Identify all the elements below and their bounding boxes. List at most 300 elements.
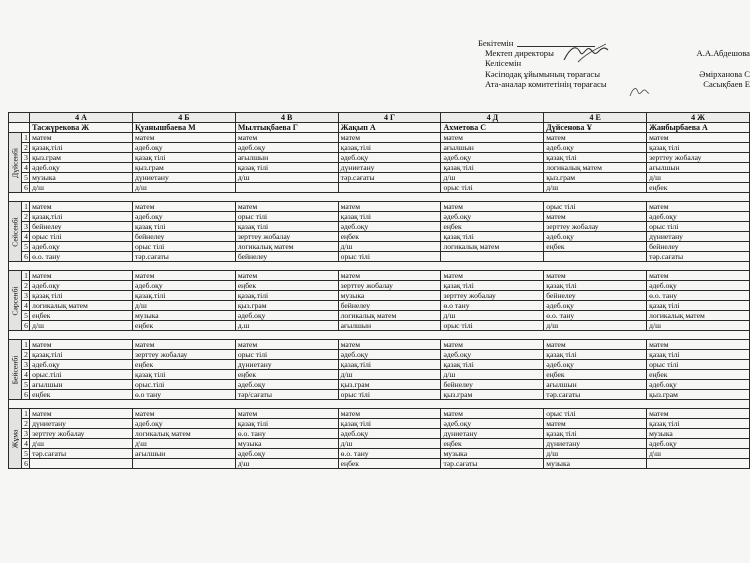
subject-cell: қазақ тілі [647, 301, 750, 311]
subject-cell: орыс тілі [441, 183, 544, 193]
gap-cell [9, 400, 750, 409]
teacher-name: Тасжүрекова Ж [30, 123, 133, 133]
subject-cell: қыз.грам [647, 390, 750, 400]
teacher-corner [9, 123, 30, 133]
subject-cell: қазақ тілі [441, 163, 544, 173]
subject-cell: әдеб.оқу [338, 350, 441, 360]
day-gap [9, 262, 750, 271]
approve-line [478, 38, 750, 48]
subject-cell: әдеб.оқу [235, 380, 338, 390]
subject-cell: тәр/сағаты [235, 390, 338, 400]
lesson-row [9, 311, 750, 321]
lesson-row [9, 242, 750, 252]
subject-cell: әдеб.оқу [647, 439, 750, 449]
lesson-number: 5 [22, 380, 30, 390]
subject-cell: д/ш [338, 242, 441, 252]
union-label: Кәсіподақ ұйымының төрағасы [485, 68, 600, 79]
lesson-number: 4 [22, 370, 30, 380]
union-line [478, 69, 750, 79]
subject-cell: орыс тілі [441, 321, 544, 331]
subject-cell: қазақ.тілі [30, 212, 133, 222]
subject-cell: әдеб.оқу [338, 222, 441, 232]
subject-cell: әдеб.оқу [338, 429, 441, 439]
timetable-table [8, 112, 750, 469]
lesson-row [9, 183, 750, 193]
lesson-row [9, 133, 750, 143]
subject-cell: д/ш [647, 321, 750, 331]
subject-cell: әдеб.оқу [441, 212, 544, 222]
lesson-number: 4 [22, 439, 30, 449]
subject-cell: әдеб.оқу [647, 212, 750, 222]
subject-cell: еңбек [338, 459, 441, 469]
subject-cell: қазақ тілі [338, 419, 441, 429]
subject-cell: матем [132, 202, 235, 212]
class-header: 4 Е [544, 113, 647, 123]
subject-cell: әдеб.оқу [544, 143, 647, 153]
teacher-name: Қуанышбаева М [132, 123, 235, 133]
lesson-row [9, 301, 750, 311]
subject-cell: орыс тілі [235, 350, 338, 360]
subject-cell: ө.о. тану [338, 449, 441, 459]
lesson-row [9, 212, 750, 222]
subject-cell: логикалық матем [132, 429, 235, 439]
lesson-row [9, 350, 750, 360]
subject-cell: еңбек [30, 311, 133, 321]
gap-cell [9, 331, 750, 340]
subject-cell: әдеб.оқу [132, 212, 235, 222]
subject-cell: қазақ тілі [235, 222, 338, 232]
subject-cell: зерттеу жобалау [30, 429, 133, 439]
lesson-row [9, 173, 750, 183]
subject-cell [544, 252, 647, 262]
subject-cell: дүниетану [647, 232, 750, 242]
lesson-number: 2 [22, 419, 30, 429]
timetable [8, 112, 750, 469]
day-label: Сейсенбі [10, 216, 20, 247]
subject-cell: әдеб.оқу [235, 311, 338, 321]
subject-cell: ө.о. тану [235, 429, 338, 439]
lesson-row [9, 380, 750, 390]
lesson-number: 1 [22, 271, 30, 281]
gap-cell [9, 193, 750, 202]
subject-cell: матем [132, 340, 235, 350]
subject-cell: матем [338, 133, 441, 143]
subject-cell: орыс тілі [544, 409, 647, 419]
subject-cell: матем [132, 133, 235, 143]
lesson-number: 6 [22, 252, 30, 262]
lesson-number: 2 [22, 281, 30, 291]
subject-cell: ө.о тану [441, 301, 544, 311]
subject-cell: әдеб.оқу [544, 232, 647, 242]
teacher-name: Жақып А [338, 123, 441, 133]
subject-cell: орыс тілі [132, 242, 235, 252]
subject-cell: матем [132, 271, 235, 281]
subject-cell: тәр.сағаты [30, 449, 133, 459]
subject-cell: тәр.сағаты [441, 459, 544, 469]
lesson-row [9, 390, 750, 400]
subject-cell: матем [235, 271, 338, 281]
subject-cell: ағылшын [441, 143, 544, 153]
day-cell [9, 202, 22, 262]
lesson-row [9, 281, 750, 291]
subject-cell: матем [647, 340, 750, 350]
subject-cell: орыс тілі [544, 202, 647, 212]
subject-cell: әдеб.оқу [132, 419, 235, 429]
subject-cell: орыс тілі [647, 360, 750, 370]
subject-cell: музыка [30, 173, 133, 183]
lesson-number: 5 [22, 449, 30, 459]
subject-cell: әдеб.оқу [30, 281, 133, 291]
subject-cell: қыз.грам [235, 301, 338, 311]
subject-cell: матем [30, 409, 133, 419]
subject-cell: еңбек [235, 370, 338, 380]
lesson-row [9, 340, 750, 350]
parents-line [478, 79, 750, 89]
subject-cell: бейнелеу [30, 222, 133, 232]
day-cell [9, 409, 22, 469]
lesson-row [9, 153, 750, 163]
lesson-number: 2 [22, 143, 30, 153]
subject-cell: әдеб.оқу [544, 301, 647, 311]
lesson-row [9, 459, 750, 469]
lesson-number: 3 [22, 291, 30, 301]
subject-cell: музыка [338, 291, 441, 301]
subject-cell: әдеб.оқу [235, 143, 338, 153]
subject-cell: матем [338, 409, 441, 419]
subject-cell: матем [544, 133, 647, 143]
day-gap [9, 400, 750, 409]
day-cell [9, 133, 22, 193]
subject-cell: ө.о. тану [647, 291, 750, 301]
lesson-number: 6 [22, 321, 30, 331]
subject-cell: қыз.грам [544, 173, 647, 183]
lesson-row [9, 409, 750, 419]
lesson-row [9, 202, 750, 212]
subject-cell [132, 459, 235, 469]
subject-cell: қазақ тілі [235, 163, 338, 173]
teacher-name: Дүйсенова Ұ [544, 123, 647, 133]
subject-cell: қазақ.тілі [338, 143, 441, 153]
subject-cell: тәр.сағаты [544, 390, 647, 400]
subject-cell: матем [647, 271, 750, 281]
subject-cell: дүниетану [338, 163, 441, 173]
parents-name: Сасықбаев Е [703, 78, 750, 89]
day-cell [9, 340, 22, 400]
subject-cell: еңбек [30, 390, 133, 400]
director-signature [560, 40, 612, 66]
lesson-row [9, 232, 750, 242]
subject-cell: қыз.грам [30, 153, 133, 163]
subject-cell: дүниетану [30, 419, 133, 429]
subject-cell: матем [441, 409, 544, 419]
class-header: 4 Б [132, 113, 235, 123]
subject-cell: тәр.сағаты [132, 252, 235, 262]
subject-cell: әдеб.оқу [441, 153, 544, 163]
teacher-name: Жанбырбаева А [647, 123, 750, 133]
subject-cell: орыс тілі [338, 252, 441, 262]
subject-cell [441, 252, 544, 262]
subject-cell: ағылшын [235, 153, 338, 163]
subject-cell: матем [338, 271, 441, 281]
union-name: Әмірханова С [699, 68, 750, 79]
subject-cell: қазақ тілі [338, 212, 441, 222]
subject-cell [338, 183, 441, 193]
class-header: 4 А [30, 113, 133, 123]
subject-cell: бейнелеу [132, 232, 235, 242]
subject-cell: д/ш [441, 370, 544, 380]
lesson-row [9, 449, 750, 459]
subject-cell: қазақ тілі [647, 350, 750, 360]
subject-cell: еңбек [441, 222, 544, 232]
class-header-row [9, 113, 750, 123]
subject-cell: әдеб.оқу [647, 281, 750, 291]
subject-cell: еңбек [235, 281, 338, 291]
subject-cell: орыс тілі [647, 222, 750, 232]
subject-cell: д\ш [30, 439, 133, 449]
subject-cell: қазақ тілі [544, 153, 647, 163]
class-header: 4 В [235, 113, 338, 123]
day-label: Бейсенбі [10, 355, 20, 385]
day-label: Жұма [10, 429, 20, 449]
subject-cell: еңбек [441, 439, 544, 449]
subject-cell: д/ш [132, 183, 235, 193]
subject-cell: д/ш [647, 173, 750, 183]
subject-cell: матем [30, 133, 133, 143]
lesson-row [9, 291, 750, 301]
subject-cell: қазақ тілі [647, 143, 750, 153]
subject-cell: зерттеу жобалау [235, 232, 338, 242]
lesson-number: 6 [22, 459, 30, 469]
subject-cell: д/ш [132, 301, 235, 311]
lesson-number: 4 [22, 301, 30, 311]
lesson-row [9, 360, 750, 370]
subject-cell: тәр.сағаты [338, 173, 441, 183]
subject-cell: дүниетану [544, 439, 647, 449]
subject-cell: әдеб.оқу [338, 153, 441, 163]
subject-cell: бейнелеу [235, 252, 338, 262]
subject-cell: қазақ тілі [132, 153, 235, 163]
subject-cell: қазақ тілі [441, 281, 544, 291]
subject-cell: матем [235, 340, 338, 350]
subject-cell: әдеб.оқу [647, 380, 750, 390]
subject-cell: қыз.грам [338, 380, 441, 390]
subject-cell: ағылшын [132, 449, 235, 459]
subject-cell: логикалық матем [647, 311, 750, 321]
lesson-number: 5 [22, 242, 30, 252]
subject-cell: д/ш [338, 439, 441, 449]
subject-cell: бейнелеу [647, 242, 750, 252]
lesson-number: 6 [22, 183, 30, 193]
subject-cell: зерттеу жобалау [544, 222, 647, 232]
subject-cell: әдеб.оқу [30, 360, 133, 370]
lesson-row [9, 419, 750, 429]
subject-cell: бейнелеу [441, 380, 544, 390]
subject-cell: қазақ тілі [544, 429, 647, 439]
subject-cell: матем [647, 133, 750, 143]
subject-cell: дүниетану [132, 173, 235, 183]
subject-cell: музыка [132, 311, 235, 321]
lesson-number: 1 [22, 202, 30, 212]
lesson-number: 1 [22, 409, 30, 419]
lesson-row [9, 439, 750, 449]
subject-cell: әдеб.оқу [544, 360, 647, 370]
lesson-row [9, 429, 750, 439]
subject-cell: зерттеу жобалау [132, 350, 235, 360]
subject-cell [30, 459, 133, 469]
subject-cell: д/ш [441, 311, 544, 321]
subject-cell: бейнелеу [544, 291, 647, 301]
subject-cell: логикалық матем [30, 301, 133, 311]
subject-cell: әдеб.оқу [441, 350, 544, 360]
subject-cell: матем [338, 340, 441, 350]
subject-cell: музыка [235, 439, 338, 449]
subject-cell: дүниетану [235, 360, 338, 370]
class-header: 4 Ж [647, 113, 750, 123]
subject-cell: д/ш [544, 321, 647, 331]
subject-cell: логикалық матем [441, 242, 544, 252]
subject-cell: матем [544, 419, 647, 429]
subject-cell: матем [30, 202, 133, 212]
subject-cell: музыка [647, 429, 750, 439]
subject-cell: матем [235, 202, 338, 212]
subject-cell: әдеб.оқу [30, 163, 133, 173]
subject-cell: қыз.грам [441, 390, 544, 400]
subject-cell: ө.о. тану [30, 252, 133, 262]
header-corner [9, 113, 30, 123]
subject-cell: матем [30, 340, 133, 350]
subject-cell: бейнелеу [338, 301, 441, 311]
subject-cell: д/ш [30, 321, 133, 331]
day-gap [9, 193, 750, 202]
subject-cell: матем [647, 409, 750, 419]
class-header: 4 Г [338, 113, 441, 123]
gap-cell [9, 262, 750, 271]
lesson-number: 5 [22, 311, 30, 321]
subject-cell: матем [544, 271, 647, 281]
subject-cell: ағылшын [30, 380, 133, 390]
subject-cell: әдеб.оқу [441, 419, 544, 429]
lesson-number: 1 [22, 133, 30, 143]
director-name: А.А.Абдешова [696, 48, 750, 59]
subject-cell: орыс тілі [235, 212, 338, 222]
subject-cell: матем [441, 340, 544, 350]
lesson-number: 4 [22, 163, 30, 173]
subject-cell: қазақ тілі [647, 419, 750, 429]
subject-cell: матем [235, 409, 338, 419]
day-label: Дүйсенбі [10, 147, 20, 178]
subject-cell: д/ш [544, 449, 647, 459]
subject-cell: қазақ тілі [544, 281, 647, 291]
lesson-row [9, 370, 750, 380]
director-line [478, 48, 750, 58]
teacher-name: Ахметова С [441, 123, 544, 133]
subject-cell: ағылшын [338, 321, 441, 331]
subject-cell: д/ш [30, 183, 133, 193]
subject-cell: еңбек [132, 360, 235, 370]
subject-cell: матем [441, 133, 544, 143]
subject-cell: орыс.тілі [30, 370, 133, 380]
subject-cell: еңбек [647, 183, 750, 193]
day-cell [9, 271, 22, 331]
chair-signature [628, 84, 650, 100]
subject-cell: матем [235, 133, 338, 143]
subject-cell: қазақ тілі [544, 350, 647, 360]
subject-cell: логикалық матем [235, 242, 338, 252]
subject-cell [647, 459, 750, 469]
subject-cell: дүниетану [441, 429, 544, 439]
subject-cell: орыс тілі [338, 390, 441, 400]
subject-cell: матем [132, 409, 235, 419]
subject-cell: қазақ тілі [30, 291, 133, 301]
subject-cell: қазақ тілі [235, 419, 338, 429]
class-header: 4 Д [441, 113, 544, 123]
lesson-number: 6 [22, 390, 30, 400]
subject-cell: д/ш [235, 173, 338, 183]
agree-line [478, 58, 750, 68]
approve-label: Бекітемін [478, 38, 514, 48]
subject-cell: әдеб.оқу [132, 281, 235, 291]
subject-cell: зерттеу жобалау [338, 281, 441, 291]
lesson-number: 2 [22, 350, 30, 360]
approval-block [478, 38, 750, 89]
subject-cell: д/ш [544, 183, 647, 193]
subject-cell: логикалық матем [338, 311, 441, 321]
subject-cell: орыс.тілі [132, 380, 235, 390]
lesson-number: 3 [22, 222, 30, 232]
lesson-row [9, 321, 750, 331]
subject-cell: д/ш [441, 173, 544, 183]
subject-cell: еңбек [544, 370, 647, 380]
lesson-number: 3 [22, 429, 30, 439]
subject-cell: қазақ тілі [132, 370, 235, 380]
lesson-row [9, 271, 750, 281]
subject-cell: д\ш [647, 449, 750, 459]
subject-cell: д/ш [338, 370, 441, 380]
subject-cell: д.ш [235, 321, 338, 331]
subject-cell: қазақ.тілі [338, 360, 441, 370]
subject-cell: ағылшын [647, 163, 750, 173]
lesson-number: 2 [22, 212, 30, 222]
subject-cell: зерттеу жобалау [647, 153, 750, 163]
subject-cell: матем [30, 271, 133, 281]
subject-cell: қазақ тілі [132, 222, 235, 232]
subject-cell: қыз.грам [132, 163, 235, 173]
subject-cell: матем [441, 202, 544, 212]
subject-cell: әдеб.оқу [30, 242, 133, 252]
subject-cell: матем [647, 202, 750, 212]
subject-cell: д\ш [132, 439, 235, 449]
subject-cell: музыка [441, 449, 544, 459]
parents-label: Ата-аналар комитетінің төрағасы [485, 78, 607, 89]
lesson-number: 3 [22, 153, 30, 163]
teacher-row [9, 123, 750, 133]
subject-cell [235, 183, 338, 193]
subject-cell: зерттеу жобалау [441, 291, 544, 301]
subject-cell: д\ш [235, 459, 338, 469]
day-gap [9, 331, 750, 340]
lesson-number: 1 [22, 340, 30, 350]
subject-cell: тәр.сағаты [647, 252, 750, 262]
subject-cell: қазақ.тілі [30, 143, 133, 153]
subject-cell: ө.о тану [132, 390, 235, 400]
subject-cell: матем [544, 340, 647, 350]
subject-cell: әдеб.оқу [132, 143, 235, 153]
subject-cell: әдеб.оқу [235, 449, 338, 459]
teacher-name: Мылтықбаева Г [235, 123, 338, 133]
agree-label: Келісемін [485, 58, 522, 69]
lesson-row [9, 143, 750, 153]
subject-cell: еңбек [544, 242, 647, 252]
